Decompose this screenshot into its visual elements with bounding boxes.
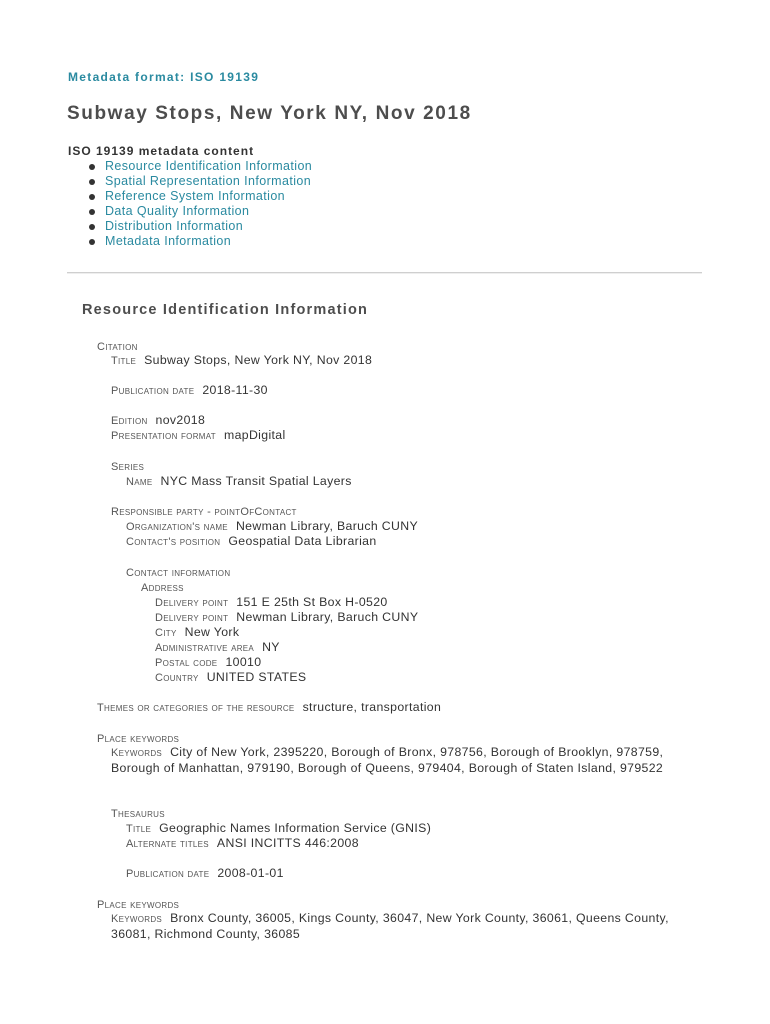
field-label: Organization's name <box>126 521 228 533</box>
publication-date-row <box>111 383 268 397</box>
toc-link-metadata[interactable]: Metadata Information <box>105 234 232 248</box>
bullet-icon <box>89 164 95 170</box>
field-label: Delivery point <box>155 612 229 624</box>
series-name-row <box>126 474 352 488</box>
toc-item <box>89 174 312 189</box>
contact-information-label: Contact information <box>126 567 231 579</box>
field-value: Newman Library, Baruch CUNY <box>235 519 419 533</box>
place-keywords-label: Place keywords <box>97 733 180 745</box>
toc-item <box>89 189 312 204</box>
bullet-icon <box>89 209 95 215</box>
edition-row <box>111 413 205 427</box>
field-label: Title <box>126 823 152 835</box>
field-value: NYC Mass Transit Spatial Layers <box>160 474 352 488</box>
field-label: Presentation format <box>111 430 216 442</box>
field-label: Administrative area <box>155 642 255 654</box>
citation-label: Citation <box>97 341 138 353</box>
toc-heading: ISO 19139 metadata content <box>68 144 255 158</box>
field-label: City <box>155 627 177 639</box>
field-value: UNITED STATES <box>206 670 307 684</box>
field-label: Keywords <box>111 747 163 759</box>
place-keywords-row <box>111 911 711 943</box>
field-label: Delivery point <box>155 597 229 609</box>
postal-code-row <box>155 655 261 669</box>
field-value: Newman Library, Baruch CUNY <box>236 610 419 624</box>
presentation-format-row <box>111 428 286 442</box>
field-value: 10010 <box>225 655 262 669</box>
toc-item <box>89 219 312 234</box>
toc-item <box>89 204 312 219</box>
metadata-format-line: Metadata format: ISO 19139 <box>68 70 260 84</box>
country-row <box>155 670 306 684</box>
city-row <box>155 625 239 639</box>
themes-row <box>97 700 441 714</box>
responsible-party-label: Responsible party - pointOfContact <box>111 506 297 518</box>
page-title: Subway Stops, New York NY, Nov 2018 <box>67 103 472 124</box>
administrative-area-row <box>155 640 280 654</box>
toc-link-spatial-representation[interactable]: Spatial Representation Information <box>105 174 312 188</box>
toc-link-reference-system[interactable]: Reference System Information <box>105 189 286 203</box>
section-divider <box>67 272 702 274</box>
alternate-titles-row <box>126 836 359 850</box>
field-value: New York <box>184 625 240 639</box>
field-value: nov2018 <box>155 413 206 427</box>
contact-position-row <box>126 534 377 548</box>
toc-link-distribution[interactable]: Distribution Information <box>105 219 244 233</box>
field-value: ANSI INCITTS 446:2008 <box>216 836 359 850</box>
field-value: mapDigital <box>223 428 286 442</box>
organization-row <box>126 519 418 533</box>
toc-link-data-quality[interactable]: Data Quality Information <box>105 204 250 218</box>
field-value: Geospatial Data Librarian <box>228 534 377 548</box>
field-label: Themes or categories of the resource <box>97 702 295 714</box>
bullet-icon <box>89 194 95 200</box>
toc-link-resource-identification[interactable]: Resource Identification Information <box>105 159 313 173</box>
delivery-point-row <box>155 595 388 609</box>
field-value: 2008-01-01 <box>217 866 284 880</box>
toc-item <box>89 234 312 249</box>
field-value: Geographic Names Information Service (GNIS) <box>159 821 432 835</box>
field-label: Title <box>111 355 137 367</box>
place-keywords-label: Place keywords <box>97 899 180 911</box>
field-value: Bronx County, 36005, Kings County, 36047, New York County, 36061, Queens County, 36081, Richmond County, 36085 <box>111 911 669 942</box>
section-title-resource-identification: Resource Identification Information <box>82 302 369 318</box>
field-label: Publication date <box>126 868 210 880</box>
field-label: Edition <box>111 415 148 427</box>
field-value: NY <box>262 640 280 654</box>
bullet-icon <box>89 179 95 185</box>
bullet-icon <box>89 239 95 245</box>
thesaurus-label: Thesaurus <box>111 808 165 820</box>
field-label: Keywords <box>111 913 163 925</box>
field-label: Contact's position <box>126 536 221 548</box>
bullet-icon <box>89 224 95 230</box>
field-label: Publication date <box>111 385 195 397</box>
field-value: 2018-11-30 <box>202 383 268 397</box>
toc-list <box>89 159 312 249</box>
address-label: Address <box>141 582 184 594</box>
citation-title-row <box>111 353 372 367</box>
field-value: Subway Stops, New York NY, Nov 2018 <box>144 353 373 367</box>
delivery-point-row <box>155 610 418 624</box>
field-value: 151 E 25th St Box H-0520 <box>236 595 388 609</box>
toc-item <box>89 159 312 174</box>
thesaurus-publication-date-row <box>126 866 284 880</box>
place-keywords-row <box>111 745 711 777</box>
field-label: Name <box>126 476 153 488</box>
field-label: Alternate titles <box>126 838 209 850</box>
thesaurus-title-row <box>126 821 431 835</box>
field-label: Postal code <box>155 657 218 669</box>
field-value: City of New York, 2395220, Borough of Bronx, 978756, Borough of Brooklyn, 978759, Borough of Manhattan, 979190, Borough of Queens, 979404, Borough of Staten Island, 979522 <box>111 745 664 776</box>
field-label: Country <box>155 672 199 684</box>
series-label: Series <box>111 461 145 473</box>
field-value: structure, transportation <box>302 700 442 714</box>
